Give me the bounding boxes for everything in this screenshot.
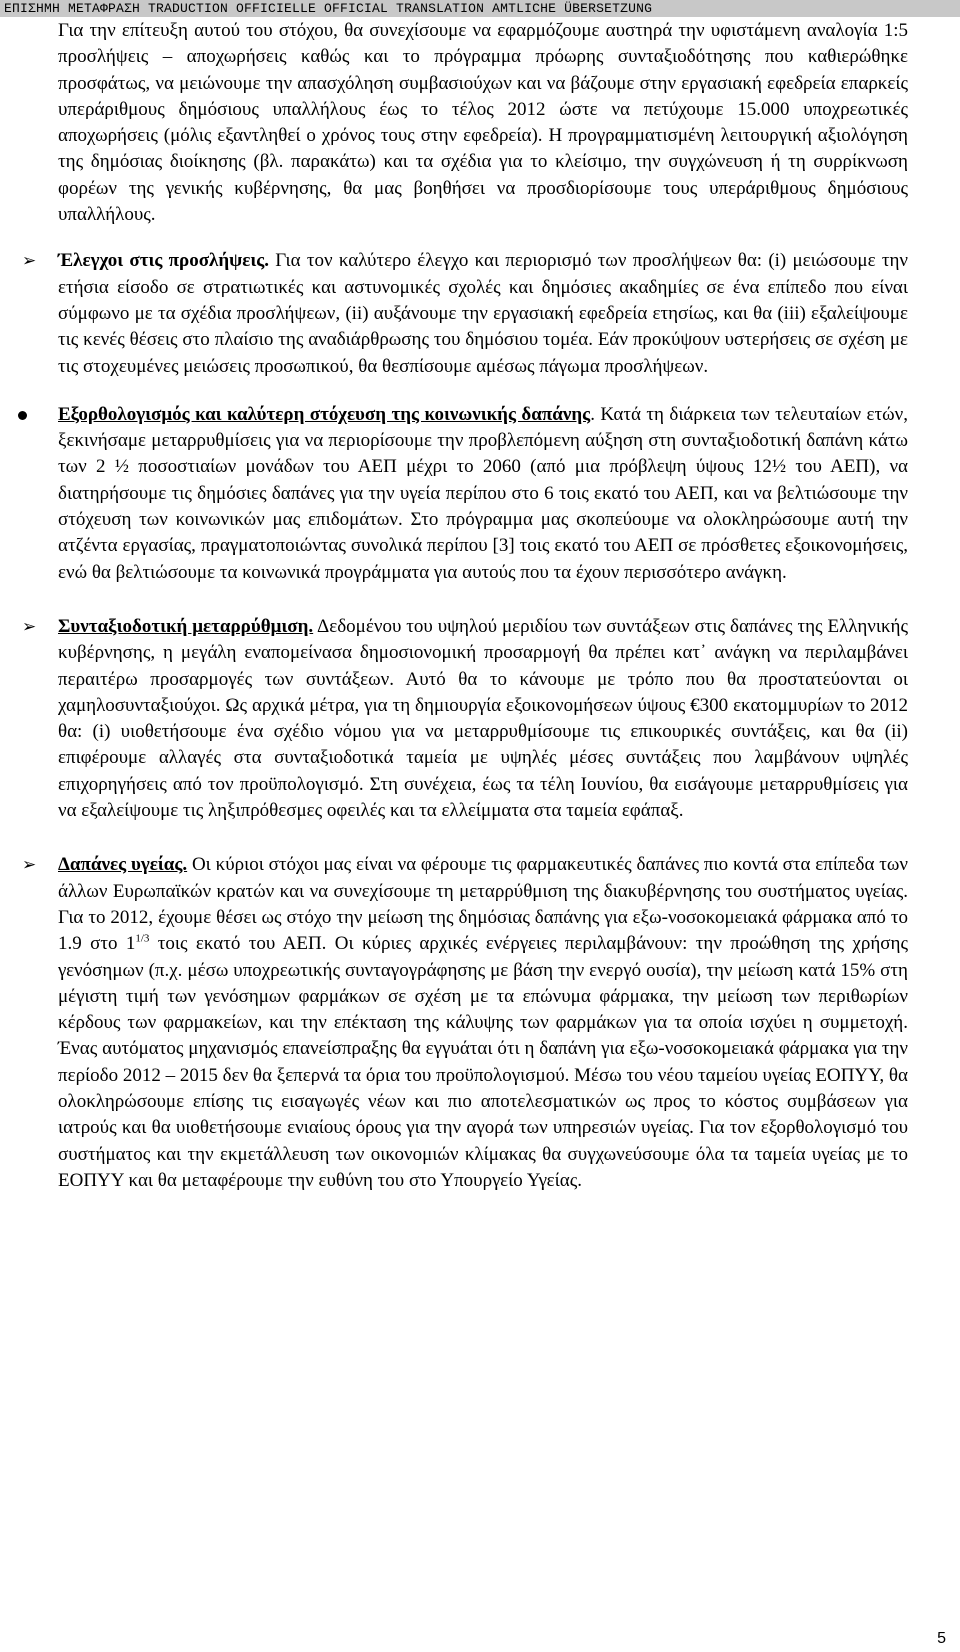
hiring-controls-text: Για τον καλύτερο έλεγχο και περιορισμό των προσλήψεων θα: (i) μειώσουμε την ετήσια είσοδο σε στρατιωτικές και αστυνομικές σχολές και δημόσιες ακαδημίες σε ένα επίπεδο που είναι σύμφωνο με τα σχέδια προσλήψεων, (ii) αυξάνουμε την εργασιακή εφεδρεία ετησίως, και θα (iii) εξαλείψουμε τις κενές θέσεις στο πλαίσιο της αναδιάρθρωσης του δημόσιου τομέα. Εάν προκύψουν υστερήσεις σε σχέση με τις στοχευμένες μειώσεις προσωπικού, θα θεσπίσουμε αμέσως πάγωμα προσλήψεων. <box>58 250 908 377</box>
social-spending-title: Εξορθολογισμός και καλύτερη στόχευση της κοινωνικής δαπάνης <box>58 403 591 425</box>
intro-paragraph: Για την επίτευξη αυτού του στόχου, θα συνεχίσουμε να εφαρμόζουμε αυστηρά την υφιστάμενη αναλογία 1:5 προσλήψεις – αποχωρήσεις καθώς και το πρόγραμμα πρόωρης συνταξιοδότησης που καθιερώθηκε προσφάτως, να μειώνουμε την απασχόληση συμβασιούχων και να βάζουμε στην εργασιακή εφεδρεία επαρκείς υπεράριθμους δημόσιους υπαλλήλους έως το τέλος 2012 ώστε να πετύχουμε 15.000 υποχρεωτικές αποχωρήσεις (μόλις εξαντληθεί ο χρόνος τους στην εφεδρεία). Η προγραμματισμένη λειτουργική αξιολόγηση της δημόσιας διοίκησης (βλ. παρακάτω) και τα σχέδια για το κλείσιμο, την συγχώνευση ή τη συρρίκνωση φορέων της γενικής κυβέρνησης, θα μας βοηθήσει να προσδιορίσουμε τους υπεράριθμους δημόσιους υπαλλήλους. <box>58 20 908 226</box>
health-spending-title: Δαπάνες υγείας. <box>58 854 188 876</box>
document-body <box>22 18 908 1194</box>
arrow-bullet-icon: ➢ <box>22 855 37 875</box>
arrow-bullet-icon: ➢ <box>22 251 37 271</box>
social-spending-text: . Κατά τη διάρκεια των τελευταίων ετών, ξεκινήσαμε μεταρρυθμίσεις για να περιορίσουμε την προβλεπόμενη αύξηση στη συνταξιοδοτική δαπάνη κάτω των 2 ½ ποσοστιαίων μονάδων του ΑΕΠ μέχρι το 2060 (από μια πρόβλεψη ύψους 12½ του ΑΕΠ), να διατηρήσουμε τις δημόσιες δαπάνες για την υγεία περίπου στο 6 τοις εκατό του ΑΕΠ, και να βελτιώσουμε την στόχευση των κοινωνικών μας επιδομάτων. Στο πρόγραμμα μας σκοπεύουμε να ολοκληρώσουμε αυτή την ατζέντα εργασίας, πραγματοποιώντας συνολικά περίπου [3] τοις εκατό του ΑΕΠ σε πρόσθετες εξοικονομήσεις, ενώ θα βελτιώσουμε τα κοινωνικά προγράμματα για αυτούς που τα έχουν περισσότερο ανάγκη. <box>58 403 908 583</box>
hiring-controls-title: Έλεγχοι στις προσλήψεις. <box>58 250 269 272</box>
health-spending-section <box>22 852 908 1194</box>
pension-reform-title: Συνταξιοδοτική μεταρρύθμιση. <box>58 615 314 637</box>
health-spending-text-part1: Οι κύριοι στόχοι μας είναι να φέρουμε τις φαρμακευτικές δαπάνες πιο κοντά στα επίπεδα των άλλων Ευρωπαϊκών κρατών και να συνεχίσουμε τη μεταρρύθμιση της διακυβέρνησης του συστήματος υγείας. Για το 2012, έχουμε θέσει ως στόχο την μείωση της δημόσιας δαπάνης για εξω-νοσοκομειακά φάρμακα από το 1.9 στο 1 <box>58 854 908 955</box>
hiring-controls-section <box>22 248 908 379</box>
round-bullet-icon <box>18 411 27 420</box>
pension-reform-section <box>22 614 908 824</box>
official-translation-banner <box>0 0 960 17</box>
social-spending-section <box>58 402 908 586</box>
banner-text: ΕΠΙΣΗΜΗ ΜΕΤΑΦΡΑΣΗ TRADUCTION OFFICIELLE OFFICIAL TRANSLATION AMTLICHE ÜBERSETZUNG <box>4 1 653 16</box>
arrow-bullet-icon: ➢ <box>22 616 37 636</box>
fraction-superscript: 1/3 <box>135 932 150 945</box>
health-spending-text-part2: τοις εκατό του ΑΕΠ. Οι κύριες αρχικές ενέργειες περιλαμβάνουν: την προώθηση της χρήσης γενόσημων (π.χ. μέσω υποχρεωτικής συνταγογράφησης με βάση την ενεργό ουσία), την μείωση κατά 15% στη μέγιστη τιμή των γενόσημων φαρμάκων σε σχέση με τα επώνυμα φάρμακα, την μείωση των περιθωρίων κέρδους των φαρμακείων, και την επέκταση της κάλυψης των φαρμάκων για τα οποία ισχύει η συμμετοχή. Ένας αυτόματος μηχανισμός επανείσπραξης θα εγγυάται ότι η δαπάνη για εξω-νοσοκομειακά φάρμακα για την περίοδο 2012 – 2015 δεν θα ξεπερνά τα όρια του προϋπολογισμού. Μέσω του νέου ταμείου υγείας ΕΟΠΥΥ, θα ολοκληρώσουμε επίσης τις εισαγωγές νέων και πιο αποτελεσματικών ως προς το κόστος συμβάσεων για ιατρούς και θα υιοθετήσουμε ενιαίους όρους για την αγορά των υπηρεσιών υγείας. Για τον εξορθολογισμό του συστήματος και την εκμετάλλευση των οικονομιών κλίμακας θα συγχωνεύσουμε όλα τα ταμεία υγείας με το ΕΟΠΥΥ και θα μεταφέρουμε την ευθύνη του στο Υπουργείο Υγείας. <box>58 933 908 1191</box>
page-number: 5 <box>937 1630 946 1647</box>
pension-reform-text: Δεδομένου του υψηλού μεριδίου των συντάξεων στις δαπάνες της Ελληνικής κυβέρνησης, η μεγάλη εναπομείνασα δημοσιονομική προσαρμογή θα πρέπει κατ᾽ ανάγκη να περιλαμβάνει περαιτέρω προσαρμογές των συντάξεων. Αυτό θα το κάνουμε με τρόπο που θα προστατεύονται οι χαμηλοσυνταξιούχοι. Ως αρχικά μέτρα, για τη δημιουργία εξοικονομήσεων ύψους €300 εκατομμυρίων το 2012 θα: (i) υιοθετήσουμε ένα σχέδιο νόμου για να μεταρρυθμίσουμε τις επικουρικές συντάξεις, και θα (ii) επιφέρουμε αλλαγές στα συνταξιοδοτικά ταμεία με υψηλές μέσες συντάξεις που λαμβάνουν υψηλές επιχορηγήσεις από τον προϋπολογισμό. Στη συνέχεια, έως τα τέλη Ιουνίου, θα εισάγουμε μεταρρυθμίσεις για να εξαλείψουμε τις ληξιπρόθεσμες οφειλές και τα ελλείμματα στα ταμεία εφάπαξ. <box>58 615 908 822</box>
